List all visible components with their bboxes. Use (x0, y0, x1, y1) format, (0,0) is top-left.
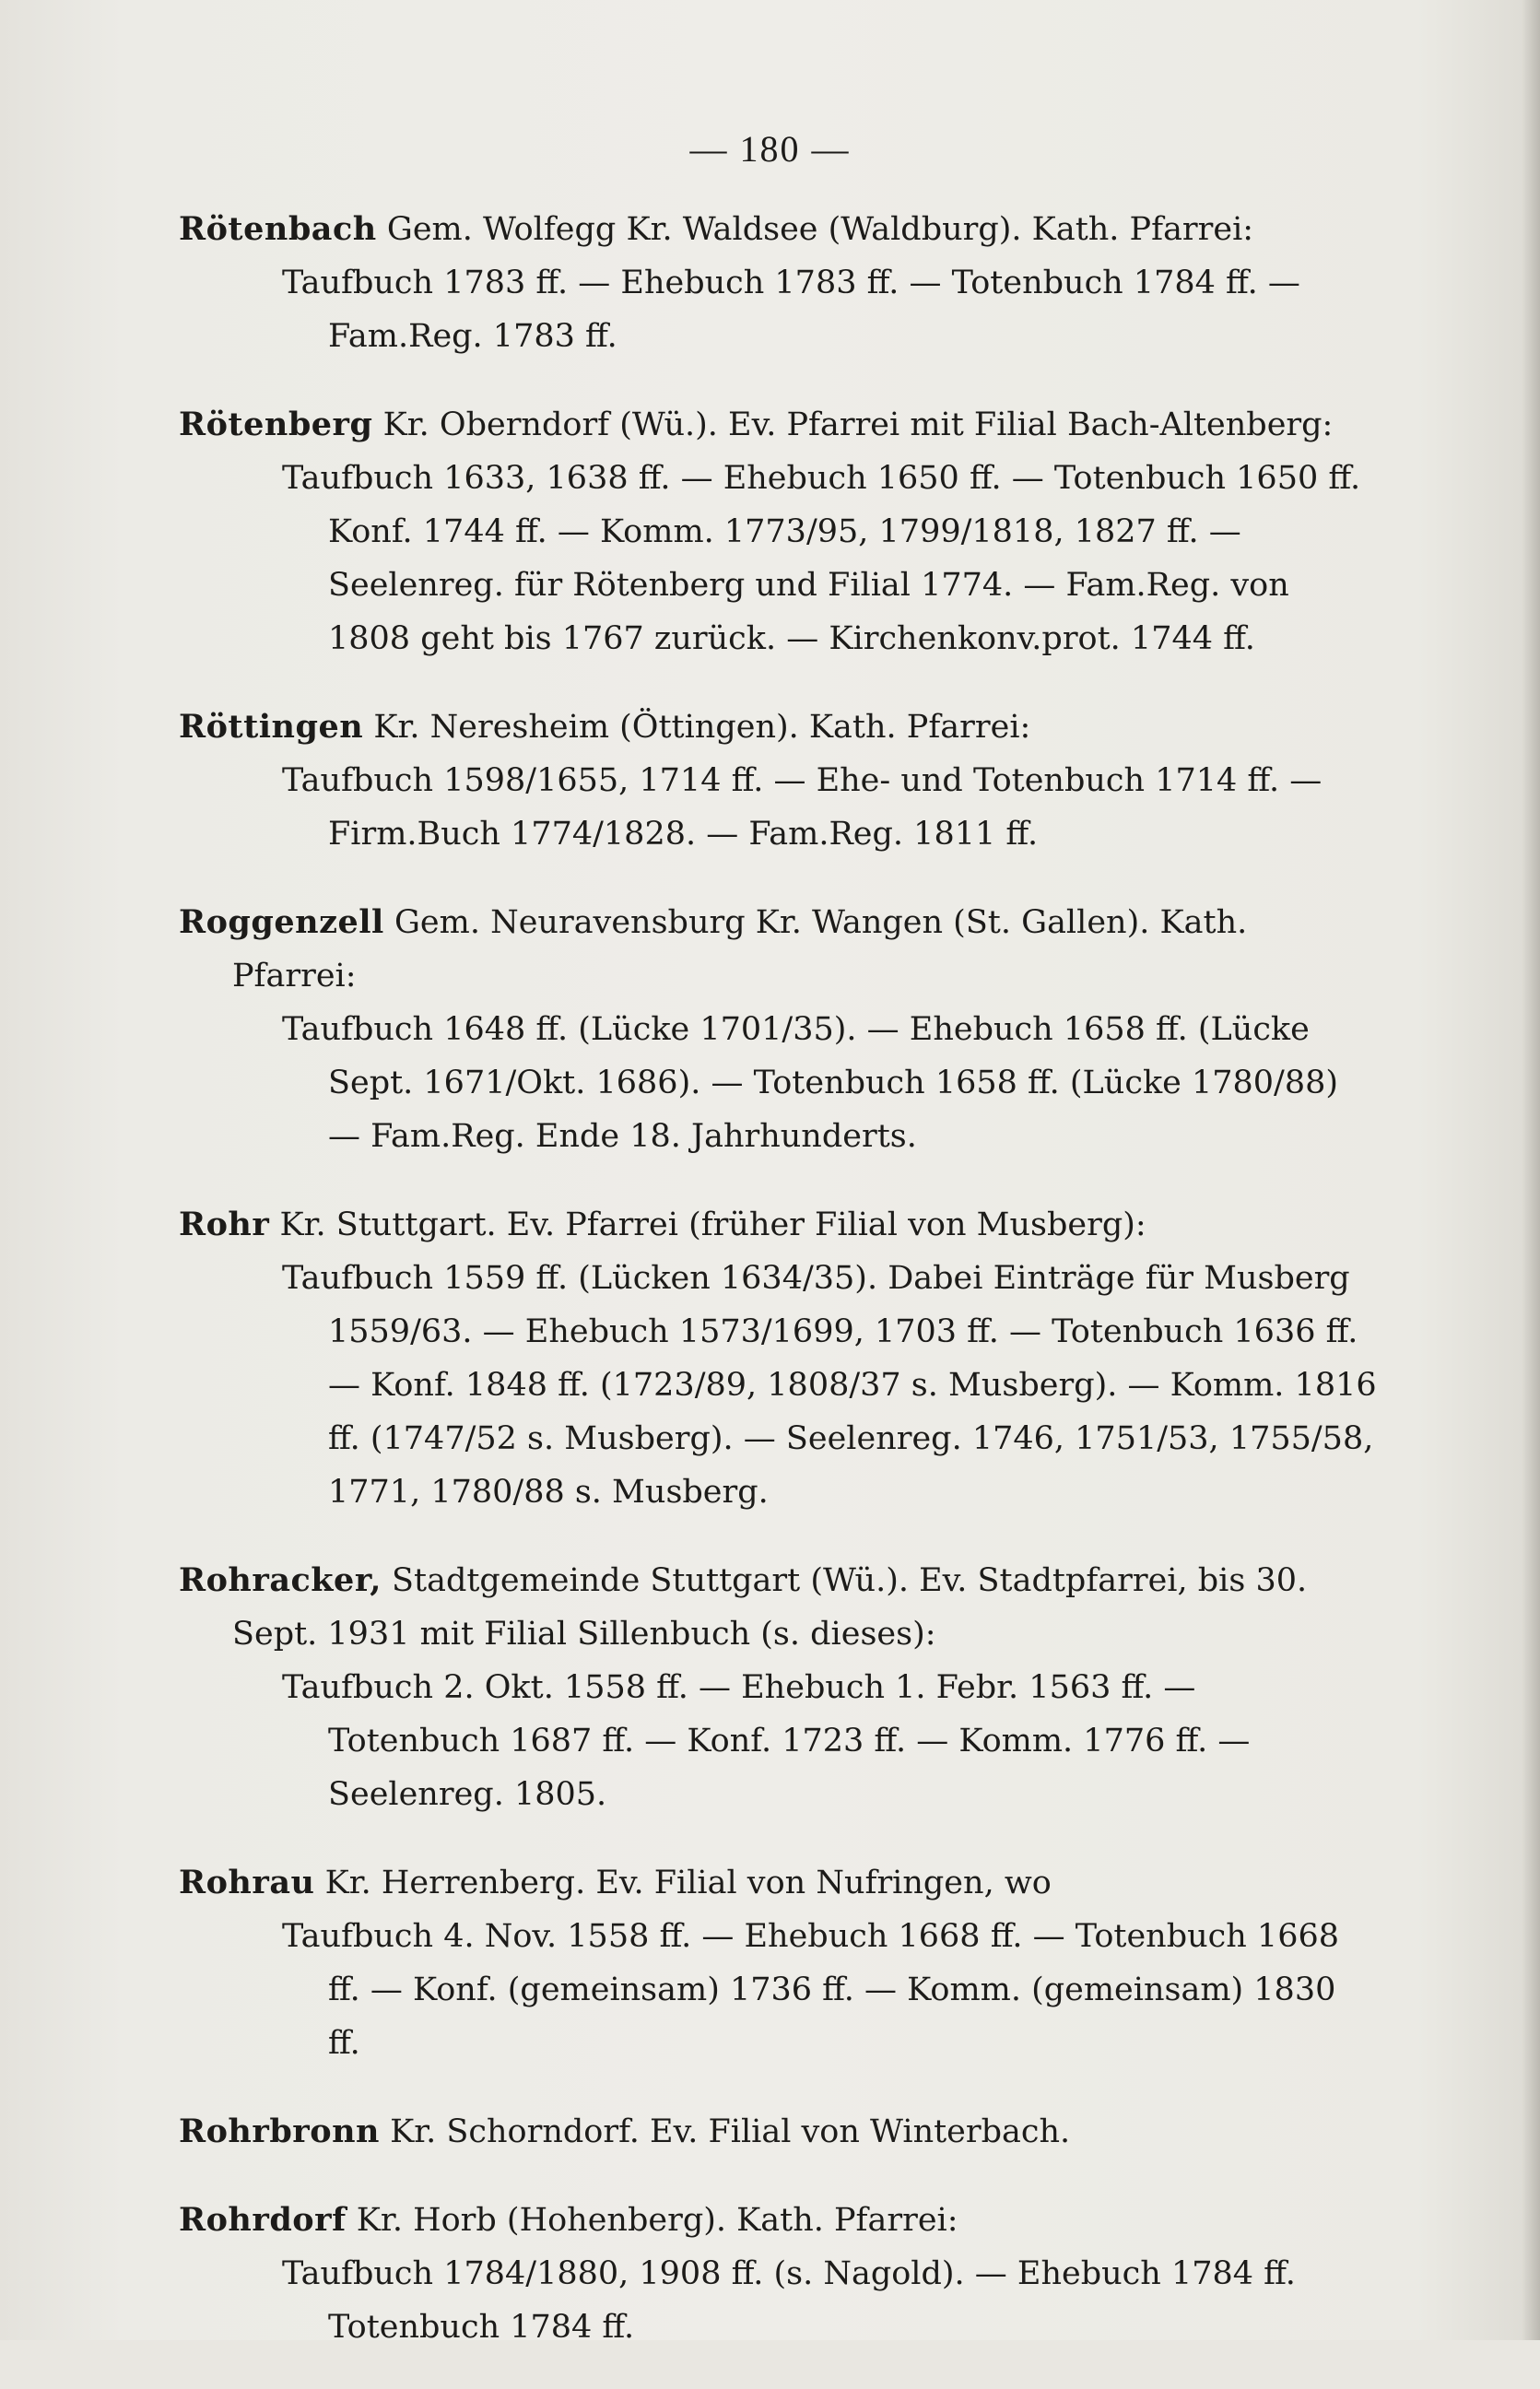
place-name: Rohrau (179, 1864, 315, 1901)
entry (179, 2105, 1377, 2159)
entry-head (179, 700, 1377, 754)
entry-records (179, 1252, 1377, 1519)
records-text: Taufbuch 2. Okt. 1558 ff. — Ehebuch 1. Febr. 1563 ff. — Totenbuch 1687 ff. — Konf. 1723 ff. — Komm. 1776 ff. — Seelenreg. 1805. (282, 1669, 1251, 1813)
entry-head (179, 2105, 1377, 2159)
entry-description: Kr. Schorndorf. Ev. Filial von Winterbach. (390, 2113, 1071, 2150)
records-text: Taufbuch 1784/1880, 1908 ff. (s. Nagold). — Ehebuch 1784 ff. Totenbuch 1784 ff. (282, 2255, 1296, 2346)
records-text: Taufbuch 1783 ff. — Ehebuch 1783 ff. — Totenbuch 1784 ff. — Fam.Reg. 1783 ff. (282, 265, 1300, 355)
entry-head (179, 2194, 1377, 2247)
entry-records (179, 754, 1377, 861)
place-name: Rohracker, (179, 1561, 382, 1599)
place-name: Rötenberg (179, 406, 373, 443)
records-text: Taufbuch 1648 ff. (Lücke 1701/35). — Ehebuch 1658 ff. (Lücke Sept. 1671/Okt. 1686). — Totenbuch 1658 ff. (Lücke 1780/88) — Fam.Reg. Ende 18. Jahrhunderts. (282, 1011, 1339, 1155)
entry-records (179, 1003, 1377, 1163)
entry (179, 896, 1377, 1163)
entry-head (179, 1554, 1377, 1661)
entry (179, 700, 1377, 861)
records-text: Taufbuch 4. Nov. 1558 ff. — Ehebuch 1668 ff. — Totenbuch 1668 ff. — Konf. (gemeinsam) 1736 ff. — Komm. (gemeinsam) 1830 ff. (282, 1918, 1340, 2062)
place-name: Rohr (179, 1206, 270, 1243)
records-text: Taufbuch 1633, 1638 ff. — Ehebuch 1650 ff. — Totenbuch 1650 ff. Konf. 1744 ff. — Komm. 1773/95, 1799/1818, 1827 ff. — Seelenreg. für Rötenberg und Filial 1774. — Fam.Reg. von 1808 geht bis 1767 zurück. — Kirchenkonv.prot. 1744 ff. (282, 460, 1361, 657)
page-number: — 180 — (689, 128, 851, 170)
entry-description: Kr. Neresheim (Öttingen). Kath. Pfarrei: (373, 709, 1031, 746)
entry-head (179, 398, 1377, 452)
entry-head (179, 1198, 1377, 1252)
place-name: Röttingen (179, 708, 364, 746)
entry-records (179, 256, 1377, 363)
entry-head (179, 896, 1377, 1003)
entry (179, 1856, 1377, 2070)
entry-records (179, 1661, 1377, 1821)
entry-description: Gem. Neuravensburg Kr. Wangen (St. Gallen). Kath. Pfarrei: (232, 904, 1248, 994)
entry-head (179, 203, 1377, 256)
entry-description: Kr. Horb (Hohenberg). Kath. Pfarrei: (356, 2202, 958, 2239)
records-text: Taufbuch 1598/1655, 1714 ff. — Ehe- und Totenbuch 1714 ff. — Firm.Buch 1774/1828. — Fam.Reg. 1811 ff. (282, 762, 1323, 853)
place-name: Roggenzell (179, 903, 384, 941)
entry (179, 2194, 1377, 2354)
entry-description: Kr. Oberndorf (Wü.). Ev. Pfarrei mit Filial Bach-Altenberg: (382, 406, 1334, 443)
entry-records (179, 452, 1377, 665)
entry (179, 203, 1377, 363)
records-text: Taufbuch 1559 ff. (Lücken 1634/35). Dabei Einträge für Musberg 1559/63. — Ehebuch 1573/1699, 1703 ff. — Totenbuch 1636 ff. — Konf. 1848 ff. (1723/89, 1808/37 s. Musberg). — Komm. 1816 ff. (1747/52 s. Musberg). — Seelenreg. 1746, 1751/53, 1755/58, 1771, 1780/88 s. Musberg. (282, 1260, 1377, 1511)
entry-records (179, 1910, 1377, 2070)
place-name: Rohrdorf (179, 2201, 347, 2239)
entry-description: Gem. Wolfegg Kr. Waldsee (Waldburg). Kath. Pfarrei: (386, 211, 1254, 248)
entry (179, 398, 1377, 665)
place-name: Rohrbronn (179, 2112, 380, 2150)
entry-records (179, 2247, 1377, 2354)
entry-description: Stadtgemeinde Stuttgart (Wü.). Ev. Stadtpfarrei, bis 30. Sept. 1931 mit Filial Sillenbuch (s. dieses): (232, 1562, 1308, 1653)
entry-head (179, 1856, 1377, 1910)
entry-list (179, 203, 1377, 2389)
entry-description: Kr. Stuttgart. Ev. Pfarrei (früher Filial von Musberg): (279, 1206, 1146, 1243)
place-name: Rötenbach (179, 210, 377, 248)
entry (179, 1554, 1377, 1821)
entry-description: Kr. Herrenberg. Ev. Filial von Nufringen, wo (324, 1865, 1052, 1901)
entry (179, 1198, 1377, 1519)
page-edge-shadow (1522, 0, 1540, 2340)
